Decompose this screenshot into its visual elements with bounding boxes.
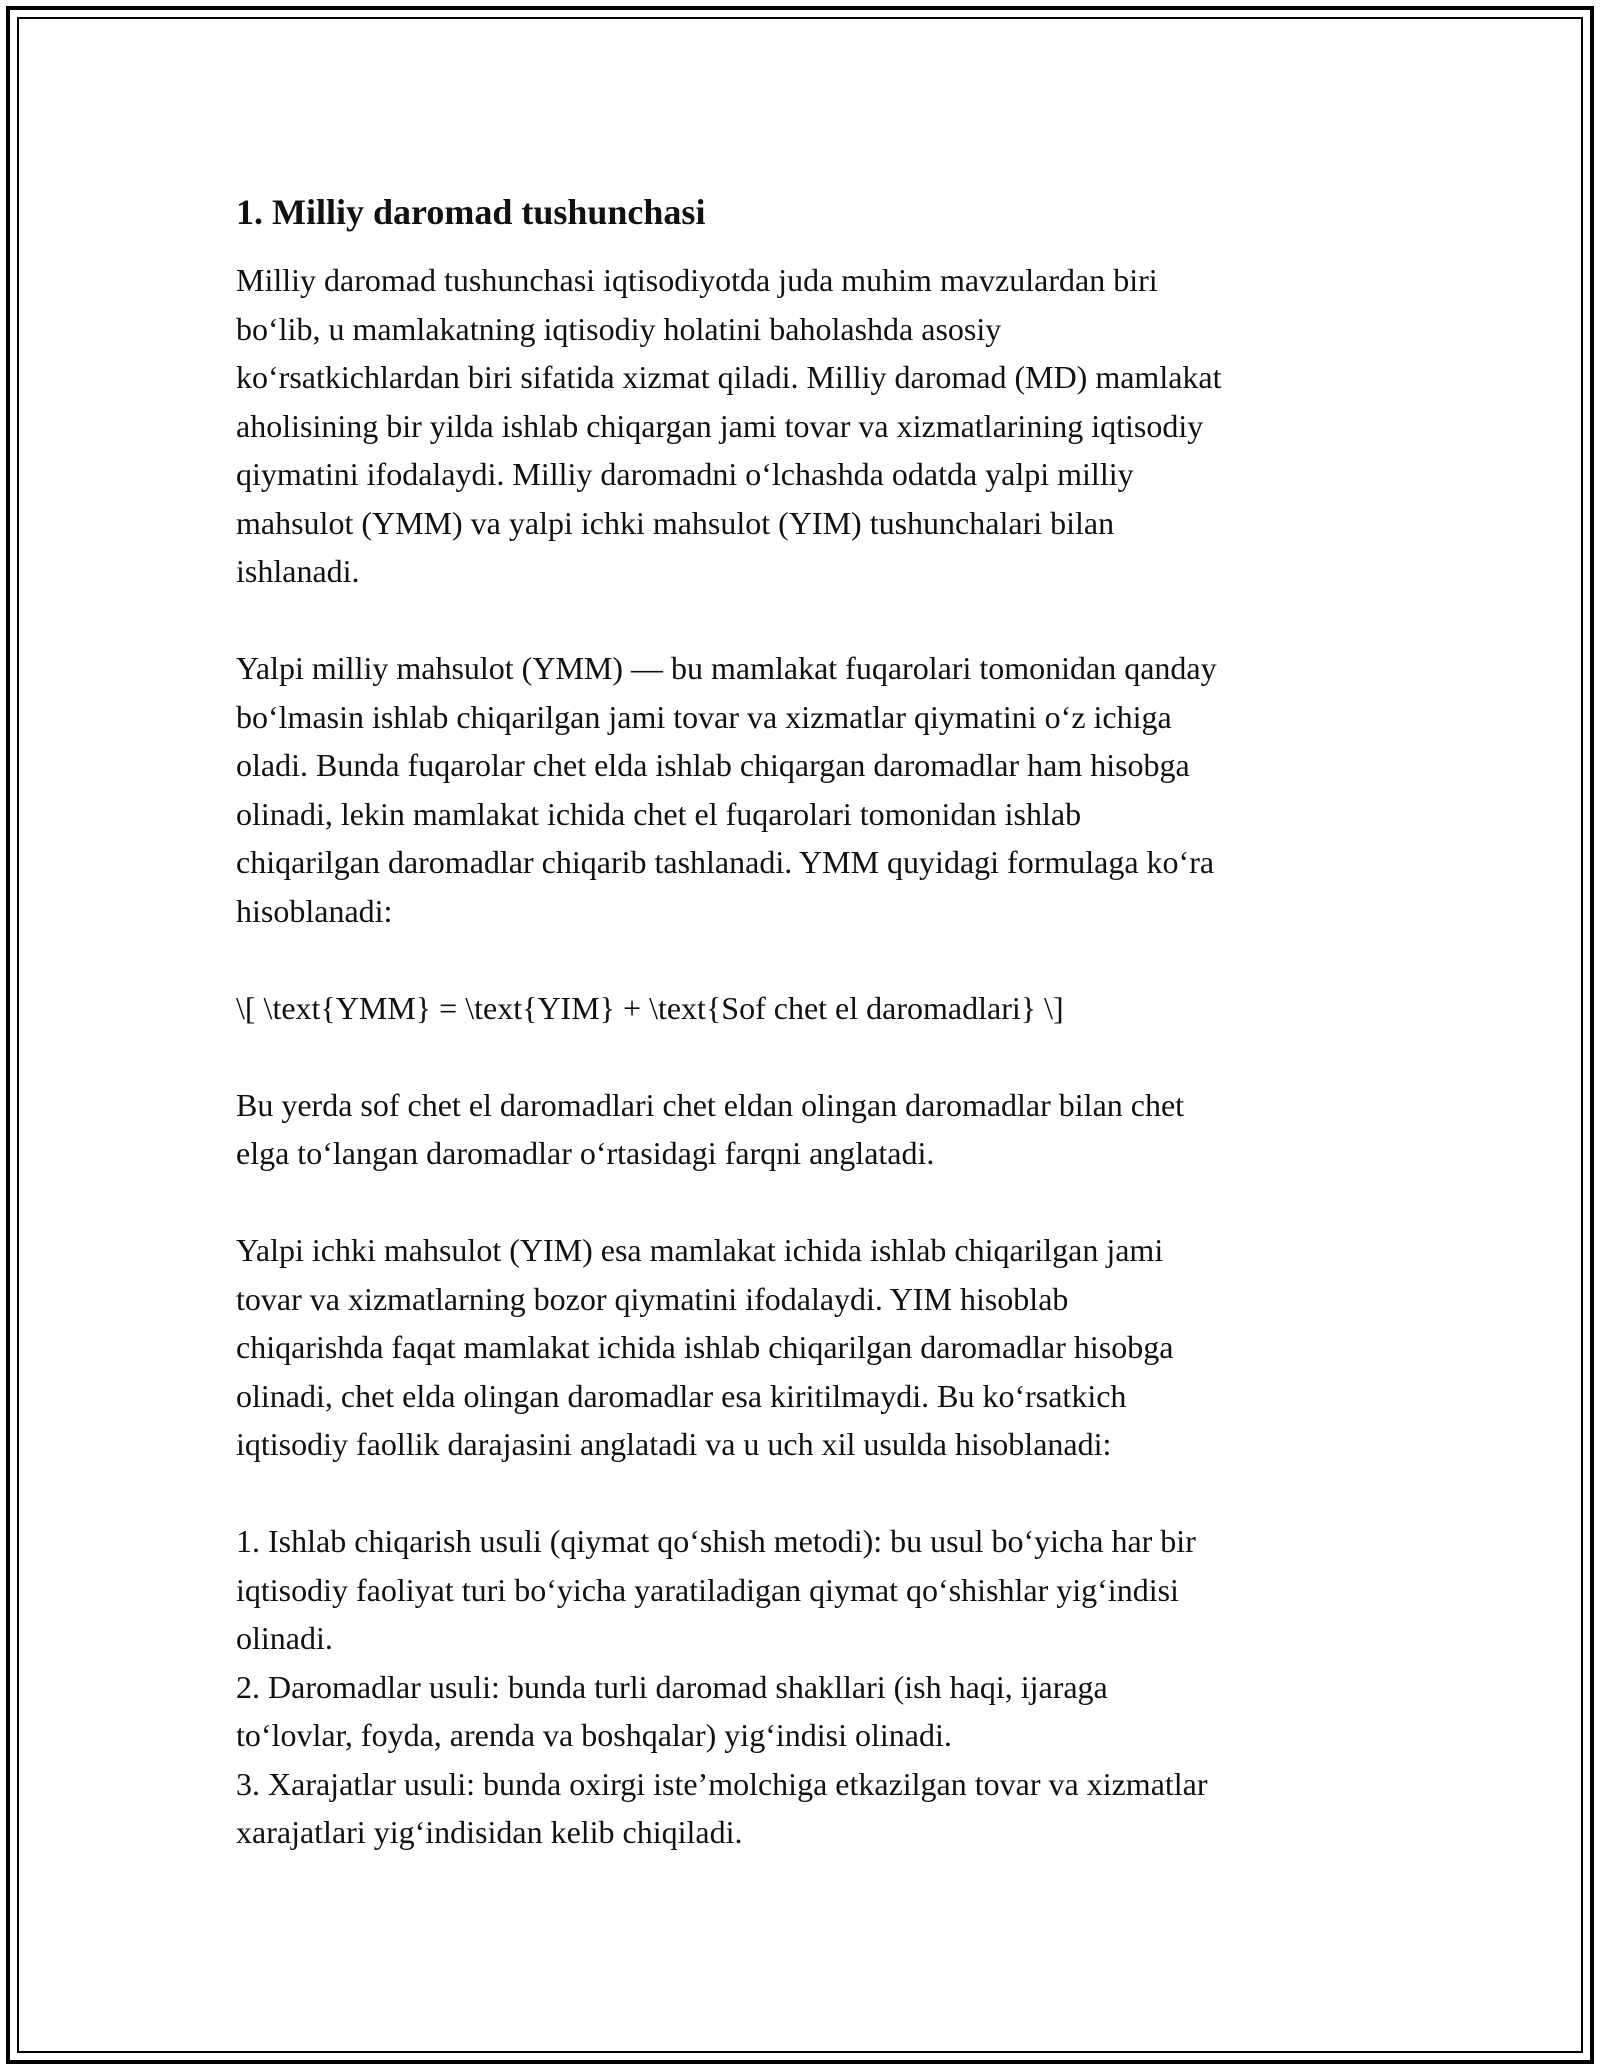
section-heading: 1. Milliy daromad tushunchasi [236, 192, 706, 232]
list-item: 3. Xarajatlar usuli: bunda oxirgi iste’molchiga etkazilgan tovar va xizmatlar xarajatlari yig‘indisidan kelib chiqiladi. [236, 1765, 1208, 1850]
list-item: 1. Ishlab chiqarish usuli (qiymat qo‘shish metodi): bu usul bo‘yicha har bir iqtisodiy faoliyat turi bo‘yicha yaratiladigan qiymat qo‘shishlar yig‘indisi olinadi. [236, 1523, 1196, 1656]
list-item: 2. Daromadlar usuli: bunda turli daromad shakllari (ish haqi, ijaraga to‘lovlar, foyda, arenda va boshqalar) yig‘indisi olinadi. [236, 1668, 1108, 1753]
paragraph-sof-chet-el: Bu yerda sof chet el daromadlari chet eldan olingan daromadlar bilan chet elga to‘langan daromadlar o‘rtasidagi farqni anglatadi. [236, 1086, 1185, 1171]
paragraph-yim-definition: Yalpi ichki mahsulot (YIM) esa mamlakat ichida ishlab chiqarilgan jami tovar va xizmatlarning bozor qiymatini ifodalaydi. YIM hisoblab chiqarishda faqat mamlakat ichida ishlab chiqarilgan daromadlar hisobga olinadi, chet elda olingan daromadlar esa kiritilmaydi. Bu ko‘rsatkich iqtisodiy faollik darajasini anglatadi va u uch xil usulda hisoblanadi: [236, 1232, 1174, 1462]
methods-list [236, 1517, 1376, 1857]
formula-ymm: \[ \text{YMM} = \text{YIM} + \text{Sof chet el daromadlari} \] [236, 989, 1064, 1026]
paragraph-milliy-daromad: Milliy daromad tushunchasi iqtisodiyotda juda muhim mavzulardan biri bo‘lib, u mamlakatning iqtisodiy holatini baholashda asosiy ko‘rsatkichlardan biri sifatida xizmat qiladi. Milliy daromad (MD) mamlakat aholisining bir yilda ishlab chiqargan jami tovar va xizmatlarining iqtisodiy qiymatini ifodalaydi. Milliy daromadni o‘lchashda odatda yalpi milliy mahsulot (YMM) va yalpi ichki mahsulot (YIM) tushunchalari bilan ishlanadi. [236, 262, 1222, 589]
paragraph-ymm-definition: Yalpi milliy mahsulot (YMM) — bu mamlakat fuqarolari tomonidan qanday bo‘lmasin ishlab chiqarilgan jami tovar va xizmatlar qiymatini o‘z ichiga oladi. Bunda fuqarolar chet elda ishlab chiqargan daromadlar ham hisobga olinadi, lekin mamlakat ichida chet el fuqarolari tomonidan ishlab chiqarilgan daromadlar chiqarib tashlanadi. YMM quyidagi formulaga ko‘ra hisoblanadi: [236, 650, 1217, 929]
document-body [236, 188, 1376, 1857]
